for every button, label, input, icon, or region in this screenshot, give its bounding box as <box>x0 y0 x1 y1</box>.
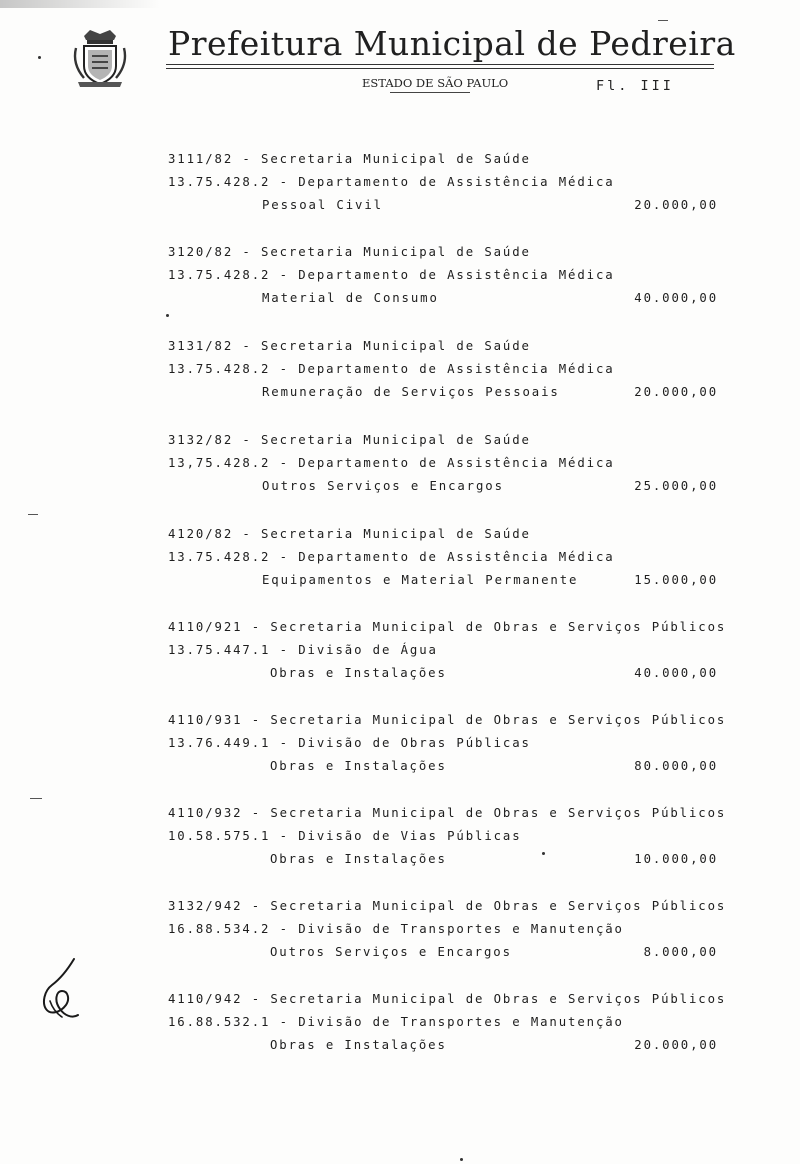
entry-code: 4120/82 - Secretaria Municipal de Saúde <box>168 527 531 541</box>
entry-amount: 80.000,00 <box>634 759 718 773</box>
entry-amount: 20.000,00 <box>634 198 718 212</box>
entry-unit: 13.75.428.2 - Departamento de Assistência Médica <box>168 550 615 564</box>
entry-amount: 20.000,00 <box>634 1038 718 1052</box>
entry-unit: 13.75.428.2 - Departamento de Assistência Médica <box>168 175 615 189</box>
entry-item: Obras e Instalações <box>270 759 447 773</box>
entry-item: Equipamentos e Material Permanente <box>262 573 579 587</box>
entry-amount: 20.000,00 <box>634 385 718 399</box>
entry-amount: 40.000,00 <box>634 666 718 680</box>
entry-amount: 15.000,00 <box>634 573 718 587</box>
entry-amount: 40.000,00 <box>634 291 718 305</box>
budget-entry <box>0 339 800 419</box>
entry-item: Outros Serviços e Encargos <box>270 945 512 959</box>
entry-code: 4110/921 - Secretaria Municipal de Obras e Serviços Públicos <box>168 620 727 634</box>
budget-entry <box>0 527 800 607</box>
sheet-number: Fl. III <box>596 78 674 94</box>
entry-unit: 13.76.449.1 - Divisão de Obras Públicas <box>168 736 531 750</box>
budget-entry <box>0 806 800 886</box>
entry-code: 4110/931 - Secretaria Municipal de Obras e Serviços Públicos <box>168 713 727 727</box>
budget-entry <box>0 899 800 979</box>
page-title: Prefeitura Municipal de Pedreira <box>168 24 736 63</box>
entry-unit: 16.88.532.1 - Divisão de Transportes e Manutenção <box>168 1015 624 1029</box>
entry-code: 3111/82 - Secretaria Municipal de Saúde <box>168 152 531 166</box>
entry-unit: 16.88.534.2 - Divisão de Transportes e Manutenção <box>168 922 624 936</box>
entry-item: Obras e Instalações <box>270 1038 447 1052</box>
entry-item: Obras e Instalações <box>270 852 447 866</box>
entry-item: Remuneração de Serviços Pessoais <box>262 385 560 399</box>
entry-item: Obras e Instalações <box>270 666 447 680</box>
entry-code: 4110/932 - Secretaria Municipal de Obras e Serviços Públicos <box>168 806 727 820</box>
entry-amount: 25.000,00 <box>634 479 718 493</box>
entry-item: Pessoal Civil <box>262 198 383 212</box>
entry-unit: 13.75.428.2 - Departamento de Assistência Médica <box>168 268 615 282</box>
budget-entry <box>0 433 800 513</box>
entry-amount: 8.000,00 <box>643 945 718 959</box>
entry-code: 3132/942 - Secretaria Municipal de Obras e Serviços Públicos <box>168 899 727 913</box>
entry-amount: 10.000,00 <box>634 852 718 866</box>
handwritten-initials-signature <box>38 955 86 1025</box>
budget-entry <box>0 992 800 1072</box>
entry-code: 4110/942 - Secretaria Municipal de Obras e Serviços Públicos <box>168 992 727 1006</box>
entry-code: 3120/82 - Secretaria Municipal de Saúde <box>168 245 531 259</box>
entry-item: Material de Consumo <box>262 291 439 305</box>
entry-unit: 13.75.447.1 - Divisão de Água <box>168 643 438 657</box>
entry-code: 3132/82 - Secretaria Municipal de Saúde <box>168 433 531 447</box>
state-label: ESTADO DE SÃO PAULO <box>362 76 509 90</box>
entry-code: 3131/82 - Secretaria Municipal de Saúde <box>168 339 531 353</box>
entry-unit: 13,75.428.2 - Departamento de Assistência Médica <box>168 456 615 470</box>
budget-entry <box>0 245 800 325</box>
entry-unit: 10.58.575.1 - Divisão de Vias Públicas <box>168 829 522 843</box>
budget-entry <box>0 713 800 793</box>
budget-entry <box>0 152 800 232</box>
budget-entry <box>0 620 800 700</box>
entry-item: Outros Serviços e Encargos <box>262 479 504 493</box>
entry-unit: 13.75.428.2 - Departamento de Assistência Médica <box>168 362 615 376</box>
